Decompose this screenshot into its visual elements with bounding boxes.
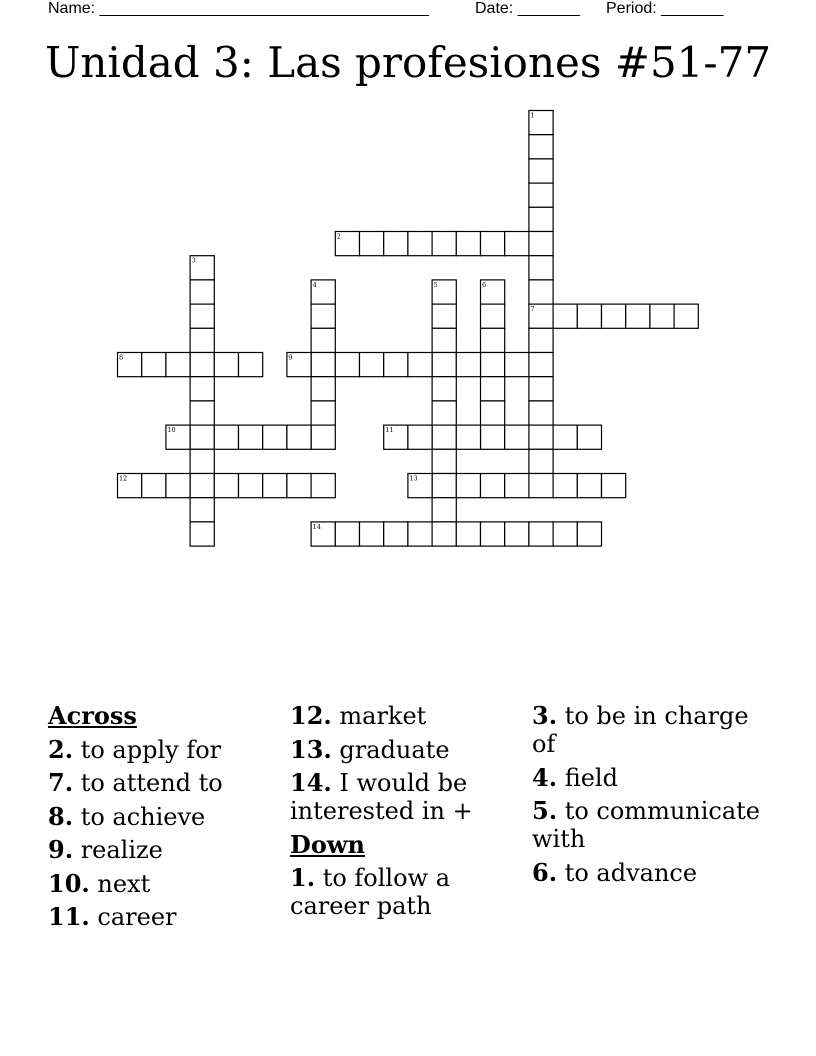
clue-number-8: 8 xyxy=(119,353,124,362)
across-heading: Across xyxy=(48,701,137,730)
grid-cell[interactable] xyxy=(481,232,505,256)
grid-cell[interactable] xyxy=(577,304,601,328)
clue-number-1: 1 xyxy=(530,111,535,120)
grid-cell[interactable] xyxy=(481,474,505,498)
grid-cell[interactable] xyxy=(432,304,456,328)
page-title: Unidad 3: Las profesiones #51-77 xyxy=(44,38,772,87)
grid-cell[interactable] xyxy=(553,304,577,328)
grid-cell[interactable] xyxy=(505,522,529,546)
grid-cell[interactable] xyxy=(408,353,432,377)
clue-number-9: 9 xyxy=(288,353,293,362)
clue-number-7: 7 xyxy=(530,305,535,314)
clue-across-11: 11. career xyxy=(48,902,177,931)
grid-cell[interactable] xyxy=(529,159,553,183)
date-field[interactable]: Date: _______ xyxy=(475,0,580,17)
grid-cell[interactable] xyxy=(311,377,335,401)
grid-cell[interactable] xyxy=(529,377,553,401)
grid-cell[interactable] xyxy=(142,474,166,498)
clue-down-1: 1. to follow a career path xyxy=(290,863,451,920)
grid-cell[interactable] xyxy=(287,474,311,498)
grid-cell[interactable] xyxy=(190,304,214,328)
grid-cell[interactable] xyxy=(577,522,601,546)
grid-cell[interactable] xyxy=(456,474,480,498)
clue-number-13: 13 xyxy=(409,474,418,483)
grid-cell[interactable] xyxy=(263,425,287,449)
clue-number-4: 4 xyxy=(312,280,317,289)
grid-cell[interactable] xyxy=(456,232,480,256)
grid-cell[interactable] xyxy=(142,353,166,377)
grid-cell[interactable] xyxy=(239,474,263,498)
grid-cell[interactable] xyxy=(529,522,553,546)
grid-cell[interactable] xyxy=(214,425,238,449)
clue-down-3: 3. to be in charge of xyxy=(532,701,749,758)
grid-cell[interactable] xyxy=(214,353,238,377)
grid-cell[interactable] xyxy=(190,498,214,522)
grid-cell[interactable] xyxy=(432,353,456,377)
grid-cell[interactable] xyxy=(190,401,214,425)
grid-cell[interactable] xyxy=(263,474,287,498)
grid-cell[interactable] xyxy=(432,498,456,522)
clue-number-14: 14 xyxy=(312,522,321,531)
grid-cell[interactable] xyxy=(360,232,384,256)
grid-cell[interactable] xyxy=(335,522,359,546)
grid-cell[interactable] xyxy=(384,232,408,256)
clues-column-1 xyxy=(48,702,278,937)
grid-cell[interactable] xyxy=(239,353,263,377)
clue-number-2: 2 xyxy=(336,232,341,241)
grid-cell[interactable] xyxy=(335,353,359,377)
grid-cell[interactable] xyxy=(602,304,626,328)
clue-number-11: 11 xyxy=(385,426,394,435)
grid-cell[interactable] xyxy=(505,425,529,449)
grid-cell[interactable] xyxy=(432,474,456,498)
grid-cell[interactable] xyxy=(190,377,214,401)
clue-down-4: 4. field xyxy=(532,762,618,792)
grid-cell[interactable] xyxy=(505,353,529,377)
clue-across-9: 9. realize xyxy=(48,835,163,864)
grid-cell[interactable] xyxy=(384,353,408,377)
clue-number-12: 12 xyxy=(119,474,128,483)
grid-cell[interactable] xyxy=(166,474,190,498)
grid-cell[interactable] xyxy=(360,353,384,377)
grid-cell[interactable] xyxy=(456,353,480,377)
clue-number-6: 6 xyxy=(482,280,487,289)
clues-column-2 xyxy=(290,702,520,926)
grid-cell[interactable] xyxy=(190,474,214,498)
grid-cell[interactable] xyxy=(190,522,214,546)
grid-cell[interactable] xyxy=(529,449,553,473)
clues-column-3 xyxy=(532,702,772,892)
grid-cell[interactable] xyxy=(311,304,335,328)
grid-cell[interactable] xyxy=(311,474,335,498)
grid-cell[interactable] xyxy=(408,232,432,256)
grid-cell[interactable] xyxy=(529,232,553,256)
down-heading: Down xyxy=(290,829,365,859)
grid-cell[interactable] xyxy=(674,304,698,328)
name-field[interactable]: Name: _____________________________________ xyxy=(48,0,429,17)
grid-cell[interactable] xyxy=(529,425,553,449)
grid-cell[interactable] xyxy=(505,474,529,498)
grid-cell[interactable] xyxy=(481,353,505,377)
grid-cell[interactable] xyxy=(529,474,553,498)
grid-cell[interactable] xyxy=(311,401,335,425)
grid-cell[interactable] xyxy=(553,425,577,449)
grid-cell[interactable] xyxy=(432,232,456,256)
grid-cell[interactable] xyxy=(577,474,601,498)
grid-cell[interactable] xyxy=(190,280,214,304)
grid-cell[interactable] xyxy=(553,522,577,546)
grid-cell[interactable] xyxy=(529,328,553,352)
grid-cell[interactable] xyxy=(432,328,456,352)
grid-cell[interactable] xyxy=(166,353,190,377)
grid-cell[interactable] xyxy=(287,425,311,449)
grid-cell[interactable] xyxy=(553,474,577,498)
grid-cell[interactable] xyxy=(408,425,432,449)
clue-across-10: 10. next xyxy=(48,868,151,898)
grid-cell[interactable] xyxy=(190,328,214,352)
clue-across-7: 7. to attend to xyxy=(48,768,223,797)
grid-cell[interactable] xyxy=(432,425,456,449)
grid-cell[interactable] xyxy=(529,256,553,280)
grid-cell[interactable] xyxy=(602,474,626,498)
clue-across-8: 8. to achieve xyxy=(48,801,206,831)
grid-cell[interactable] xyxy=(481,328,505,352)
grid-cell[interactable] xyxy=(481,522,505,546)
grid-cell[interactable] xyxy=(432,401,456,425)
grid-cell[interactable] xyxy=(456,522,480,546)
clue-number-3: 3 xyxy=(191,256,196,265)
grid-cell[interactable] xyxy=(650,304,674,328)
grid-cell[interactable] xyxy=(432,522,456,546)
grid-cell[interactable] xyxy=(190,353,214,377)
grid-cell[interactable] xyxy=(529,280,553,304)
clue-across-14: 14. I would be interested in + xyxy=(290,768,473,825)
grid-cell[interactable] xyxy=(239,425,263,449)
clue-across-13: 13. graduate xyxy=(290,734,450,764)
grid-cell[interactable] xyxy=(529,353,553,377)
grid-cell[interactable] xyxy=(529,401,553,425)
grid-cell[interactable] xyxy=(384,522,408,546)
grid-cell[interactable] xyxy=(529,207,553,231)
clue-number-10: 10 xyxy=(167,426,176,435)
grid-cell[interactable] xyxy=(529,135,553,159)
grid-cell[interactable] xyxy=(214,474,238,498)
clue-number-5: 5 xyxy=(433,280,438,289)
grid-cell[interactable] xyxy=(190,449,214,473)
grid-cell[interactable] xyxy=(311,328,335,352)
grid-cell[interactable] xyxy=(529,183,553,207)
grid-cell[interactable] xyxy=(432,449,456,473)
grid-cell[interactable] xyxy=(190,425,214,449)
grid-cell[interactable] xyxy=(626,304,650,328)
grid-cell[interactable] xyxy=(481,425,505,449)
grid-cell[interactable] xyxy=(311,353,335,377)
grid-cell[interactable] xyxy=(505,232,529,256)
grid-cell[interactable] xyxy=(360,522,384,546)
grid-cell[interactable] xyxy=(577,425,601,449)
grid-cell[interactable] xyxy=(408,522,432,546)
grid-cell[interactable] xyxy=(481,377,505,401)
grid-cell[interactable] xyxy=(481,401,505,425)
clue-down-5: 5. to communicate with xyxy=(532,796,761,853)
clue-across-2: 2. to apply for xyxy=(48,734,222,764)
grid-cell[interactable] xyxy=(456,425,480,449)
clue-down-6: 6. to advance xyxy=(532,857,698,887)
period-field[interactable]: Period: _______ xyxy=(606,0,724,17)
grid-cell[interactable] xyxy=(432,377,456,401)
clue-across-12: 12. market xyxy=(290,701,427,730)
grid-cell[interactable] xyxy=(311,425,335,449)
grid-cell[interactable] xyxy=(481,304,505,328)
